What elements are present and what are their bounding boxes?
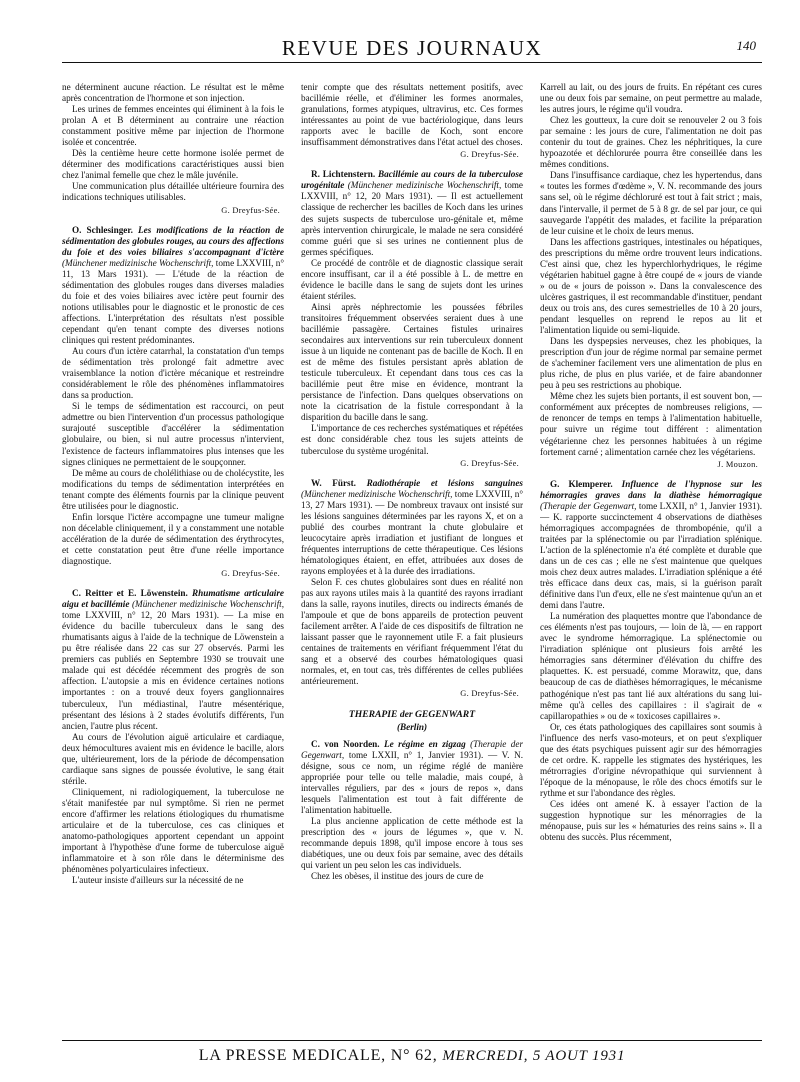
paragraph: De même au cours de cholélithiase ou de cholécystite, les modifications du temps de sédimentation interprétées en tenant compte des éléments fournis par la clinique peuvent être utilisées pour le diagnostic. bbox=[62, 467, 284, 511]
article-heading bbox=[540, 479, 762, 612]
signature: J. Mouzon. bbox=[717, 459, 758, 469]
paragraph: Chez les goutteux, la cure doit se renouveler 2 ou 3 fois par semaine : les jours de cure, l'alimentation ne doit pas contenir du tout de graines. Chez les néphritiques, la cure hypoazotée et déchlorurée pourra être conseillée dans les mêmes conditions. bbox=[540, 115, 762, 170]
text-columns bbox=[62, 82, 762, 1032]
footer-journal: LA PRESSE MEDICALE, N° 62, bbox=[198, 1047, 438, 1064]
article-body: tome LXXII, n° 1, Janvier 1931). — K. rapporte succinctement 4 observations de diathèses hémorragiques accompagnées de thrombopénie, qu'il a traitées par la splénectomie ou par l'irradiation splénique. L'action de la splénectomie n'a été complète et durable que dans un de ces cas ; elle ne s'est maintenue que quelques mois chez deux autres malades. L'irradiation splénique a été très efficace dans deux cas, mais, si la guérison paraît définitive dans l'un d'eux, elle ne s'est maintenue qu'un an et demi dans l'autre. bbox=[540, 500, 762, 611]
paragraph: Dès la centième heure cette hormone isolée permet de déterminer des modifications caractéristiques aussi bien chez l'animal femelle que chez le mâle juvénile. bbox=[62, 148, 284, 181]
footer-date: MERCREDI, 5 AOUT 1931 bbox=[442, 1048, 626, 1064]
paragraph: Karrell au lait, ou des jours de fruits. En répétant ces cures une ou deux fois par semaine, on peut permettre au malade, les autres jours, le régime qu'il voudra. bbox=[540, 82, 762, 115]
paragraph: Enfin lorsque l'ictère accompagne une tumeur maligne non décelable cliniquement, il y a constamment une notable accélération de la durée de sédimentation des érythrocytes, et cette constatation peut être d'une réelle importance diagnostique. bbox=[62, 511, 284, 566]
article-source: (Münchener medizinische Wochenschrift, bbox=[301, 488, 453, 499]
article-source: (Münchener medizinische Wochenschrift, bbox=[131, 599, 284, 610]
article-author: G. Klemperer. bbox=[550, 478, 613, 489]
paragraph: La plus ancienne application de cette méthode est la prescription des « jours de légumes », que v. N. recommande depuis 1898, qu'il impose encore à tous ses diabétiques, une ou deux fois par semaine, avec des détails qui varient un peu selon les cas individuels. bbox=[301, 815, 523, 871]
article-title: Le régime en zigzag bbox=[384, 738, 466, 749]
paragraph: Ces idées ont amené K. à essayer l'action de la suggestion hypnotique sur les ménorragies de la ménopause, puis sur les « hématuries des reins sains ». Il a obtenu des succès. Plus récemment, bbox=[540, 799, 762, 843]
signature: G. Dreyfus-Sée. bbox=[221, 205, 280, 215]
signature: G. Dreyfus-Sée. bbox=[460, 458, 519, 468]
running-title: REVUE DES JOURNAUX bbox=[281, 36, 543, 60]
column-2 bbox=[301, 82, 523, 1032]
paragraph: Même chez les sujets bien portants, il est souvent bon, — conformément aux préceptes de nombreuses religions, — de renoncer de temps en temps à l'alimentation habituelle, pour suivre un régime tout différent : alimentation végétarienne chez les personnes habituées à un régime fortement carné ; alimentation carnée chez les végétariens. bbox=[540, 391, 762, 457]
paragraph: La numération des plaquettes montre que l'abondance de ces éléments n'est pas toujours, — loin de là, — en rapport avec le syndrome hémorragique. La splénectomie ou l'irradiation splénique ont plusieurs fois arrêté les hémorragies sans déterminer d'élévation du chiffre des plaquettes. K. est persuadé, comme Morawitz, que, dans beaucoup de cas de diathèses hémorragiques, le mécanisme pathogénique n'est pas tant lié aux altérations du sang lui-même qu'à celles des capillaires : il s'agirait de « capillaropathies » ou de « toxicoses capillaires ». bbox=[540, 611, 762, 721]
article-title: Bacillémie au cours de la tuberculose urogénitale bbox=[301, 169, 523, 191]
page-number: 140 bbox=[736, 38, 756, 53]
signature: G. Dreyfus-Sée. bbox=[221, 569, 280, 579]
page-footer bbox=[62, 1040, 762, 1065]
article-heading bbox=[301, 739, 523, 816]
paragraph: Dans l'insuffisance cardiaque, chez les hypertendus, dans « toutes les formes d'œdème », V. N. recommande des jours sans sel, où le régime déchloruré est tout à fait strict ; mais, dans l'intervalle, il permet de 5 à 8 gr. de sel par jour, ce qui sauvegarde l'appétit des malades, et facilite la préparation de leur cuisine et le choix de leurs menus. bbox=[540, 170, 762, 236]
article-author: W. Fürst. bbox=[311, 477, 356, 488]
column-1 bbox=[62, 82, 284, 1032]
article-author: R. Lichtenstern. bbox=[311, 169, 376, 180]
paragraph: Les urines de femmes enceintes qui éliminent à la fois le prolan A et B déterminent au contraire une réaction constamment positive même par injection de l'hormone isolée et concentrée. bbox=[62, 104, 284, 148]
article-heading bbox=[301, 478, 523, 577]
paragraph: L'importance de ces recherches systématiques et répétées est donc considérable chez tous les sujets atteints de tuberculose du système urogénital. bbox=[301, 423, 523, 456]
paragraph: ne déterminent aucune réaction. Le résultat est le même après concentration de l'hormone et son injection. bbox=[62, 82, 284, 104]
signature: G. Dreyfus-Sée. bbox=[460, 150, 519, 160]
article-body: tome LXXVIII, n° 11, 13 Mars 1931). — L'étude de la réaction de sédimentation des globules rouges dans diverses maladies du foie et des voies biliaires avec ictère peut fournir des notions utilisables pour le diagnostic et le pronostic de ces affections. L'interprétation des résultats n'est possible cependant qu'en tenant compte des diverses notions cliniques qui restent prédominantes. bbox=[62, 257, 284, 346]
article-heading bbox=[301, 169, 523, 257]
paragraph: Ce procédé de contrôle et de diagnostic classique serait encore insuffisant, car il a été possible à L. de mettre en évidence le bacille dans le sang de sujets dont les urines étaient stériles. bbox=[301, 257, 523, 301]
article-body: tome LXXVIII, n° 13, 27 Mars 1931). — De nombreux travaux ont insisté sur les lésions sanguines déterminées par les rayons X, et on a publié des courbes montrant la chute globulaire et leucocytaire après irradiation et justifiant de longues et fréquentes interruptions de cette thérapeutique. Ces lésions hématologiques étaient, en effet, attribuées aux doses de rayons employées et à la durée des irradiations. bbox=[301, 488, 523, 576]
paragraph: Dans les dyspepsies nerveuses, chez les phobiques, la prescription d'un jour de régime normal par semaine permet de s'acheminer facilement vers une alimentation de plus en plus riche, de plus en plus variée, et de faire abandonner peu à peu ses restrictions au phobique. bbox=[540, 336, 762, 391]
article-author: O. Schlesinger. bbox=[72, 224, 133, 235]
article-body: tome LXXVIII, n° 12, 20 Mars 1931). — Il est actuellement classique de rechercher les bacilles de Koch dans les urines des sujets suspects de tuberculose uro-génitale et, même après intervention chirurgicale, le malade ne sera considéré comme guéri que si ses urines ne contiennent plus de germes spécifiques. bbox=[301, 180, 523, 257]
article-source: (Therapie der Gegenwart, bbox=[540, 500, 637, 511]
paragraph: Si le temps de sédimentation est raccourci, on peut admettre ou bien l'intervention d'un processus pathologique surajouté susceptible d'accélérer la sédimentation globulaire, ou bien, si nul autre processus n'intervient, l'existence de facteurs inflammatoires plus intenses que les signes cliniques ne permettaient de le soupçonner. bbox=[62, 401, 284, 467]
paragraph: Chez les obèses, il institue des jours de cure de bbox=[311, 871, 484, 882]
column-3 bbox=[540, 82, 762, 1032]
article-body: tome LXXII, n° 1, Janvier 1931). — V. N. désigne, sous ce nom, un régime réglé de manière appropriée pour telle ou telle maladie, mais coupé, à intervalles réguliers, par des « jours de repos », dans lesquels l'alimentation est tout à fait différente de l'alimentation habituelle. bbox=[301, 749, 523, 815]
journal-rubric: THERAPIE der GEGENWART bbox=[348, 708, 476, 720]
article-author: C. Reitter et E. Löwenstein. bbox=[72, 588, 188, 599]
paragraph: Au cours d'un ictère catarrhal, la constatation d'un temps de sédimentation très prolongé fait admettre avec vraisemblance la notion d'ictère mécanique et restreindre considérablement le rôle des phénomènes inflammatoires dans sa production. bbox=[62, 346, 284, 401]
signature: G. Dreyfus-Sée. bbox=[460, 689, 519, 699]
paragraph: Or, ces états pathologiques des capillaires sont soumis à l'influence des nerfs vaso-moteurs, et on peut s'expliquer que des états psychiques puissent agir sur des hémorragies de cet ordre. K. rappelle les stigmates des hystériques, les métrorragies d'origine névropathique qui surviennent à l'époque de la ménopause, le rôle des chocs émotifs sur le rythme et sur l'abondance des règles. bbox=[540, 721, 762, 798]
article-source: (Münchener medizinische Wochenschrift, bbox=[62, 257, 214, 268]
paragraph: tenir compte que des résultats nettement positifs, avec bacillémie réelle, et d'éliminer les formes anormales, granulations, formes atypiques, ultravirus, etc. Ces formes intéressantes au point de vue bactériologique, dans leurs rapports avec le bacille de Koch, sont encore insuffisamment démonstratives dans l'état actuel des choses. bbox=[301, 82, 523, 148]
article-source: (Münchener medizinische Wochenschrift, bbox=[347, 180, 502, 191]
article-title: Radiothérapie et lésions sanguines bbox=[366, 477, 523, 488]
paragraph: L'auteur insiste d'ailleurs sur la nécessité de ne bbox=[72, 875, 244, 886]
paragraph: Au cours de l'évolution aiguë articulaire et cardiaque, deux hémocultures avaient mis en évidence le bacille, alors que, ultérieurement, lors de la période de décompensation cardiaque sans signes de poussée évolutive, le sang était stérile. bbox=[62, 731, 284, 786]
journal-rubric-city: (Berlin) bbox=[396, 721, 428, 732]
article-source: (Therapie der Gegenwart, bbox=[301, 738, 523, 760]
article-heading bbox=[62, 225, 284, 347]
paragraph: Selon F. ces chutes globulaires sont dues en réalité non pas aux rayons utiles mais à la quantité des rayons irradiant dans la salle, rayons inutiles, directs ou indirects émanés de l'ampoule et que de bons appareils de protection peuvent facilement arrêter. A l'aide de ces dispositifs de filtration ne laissant passer que le rayonnement utile F. a fait plusieurs centaines de traitements en vérifiant fréquemment l'état du sang et a observé des courbes hématologiques quasi normales, et, en tout cas, très différentes de celles publiées antérieurement. bbox=[301, 577, 523, 687]
article-title: Rhumatisme articulaire aigu et bacillémie bbox=[62, 588, 284, 610]
footer-text bbox=[62, 1047, 762, 1065]
paragraph: Dans les affections gastriques, intestinales ou hépatiques, des prescriptions du même ordre trouvent leurs indications. C'est ainsi que, chez les hyperchlorhydriques, le régime végétarien habituel gagne à être coupé de « jours de viande » ou de « jours de poisson ». Dans la convalescence des ulcères gastriques, il est recommandable d'instituer, pendant deux ou trois ans, des cures semestrielles de 10 à 20 jours, pendant lesquelles on reprend le repos au lit et l'alimentation liquide ou semi-liquide. bbox=[540, 236, 762, 336]
article-heading bbox=[62, 588, 284, 732]
article-body: tome LXXVIII, n° 12, 20 Mars 1931). — La mise en évidence du bacille tuberculeux dans le sang des rhumatisants aigus à l'aide de la technique de Löwenstein a pu être réalisée dans 22 cas sur 27 observés. Parmi les premiers cas publiés en Septembre 1930 se trouvait une malade qui est décédée récemment des progrès de son affection. L'autopsie a mis en évidence certaines notions importantes : on a trouvé deux foyers ganglionnaires tuberculeux, l'un médiastinal, l'autre mésentérique, présentant des lésions à 2 stades évolutifs différents, l'un ancien, l'autre plus récent. bbox=[62, 610, 284, 731]
page-header bbox=[62, 30, 762, 63]
article-title: Influence de l'hypnose sur les hémorragies graves dans la diathèse hémorragique bbox=[540, 478, 762, 500]
article-title: Les modifications de la réaction de sédimentation des globules rouges, au cours des affections du foie et des voies biliaires s'accompagnant d'ictère bbox=[62, 224, 284, 257]
journal-page bbox=[62, 30, 762, 1064]
article-author: C. von Noorden. bbox=[311, 738, 380, 749]
paragraph: Cliniquement, ni radiologiquement, la tuberculose ne s'était manifestée par nul symptôme. Si rien ne permet encore d'affirmer les relations étiologiques du rhumatisme articulaire et de la tuberculose, ces cas cliniques et anatomo-pathologiques apportent cependant un appoint important à l'hypothèse d'une forme de tuberculose aiguë inflammatoire et à son rôle dans le déterminisme des phénomènes polyarticulaires infectieux. bbox=[62, 786, 284, 875]
paragraph: Une communication plus détaillée ultérieure fournira des indications techniques utilisables. bbox=[62, 181, 284, 203]
paragraph: Ainsi après néphrectomie les poussées fébriles transitoires fréquemment observées seraient dues à une bacillémie passagère. Certaines fistules urinaires secondaires aux interventions sur rein tuberculeux donnent issue à un liquide ne contenant pas de bacille de Koch. Il en est de même des fistules persistant après ablation de testicule tuberculeux. Et cependant dans tous ces cas la bacillémie peut être mise en évidence, montrant la persistance de l'infection. Dans quelques observations on note la cicatrisation de la fistule correspondant à la disparition du bacille dans le sang. bbox=[301, 301, 523, 423]
